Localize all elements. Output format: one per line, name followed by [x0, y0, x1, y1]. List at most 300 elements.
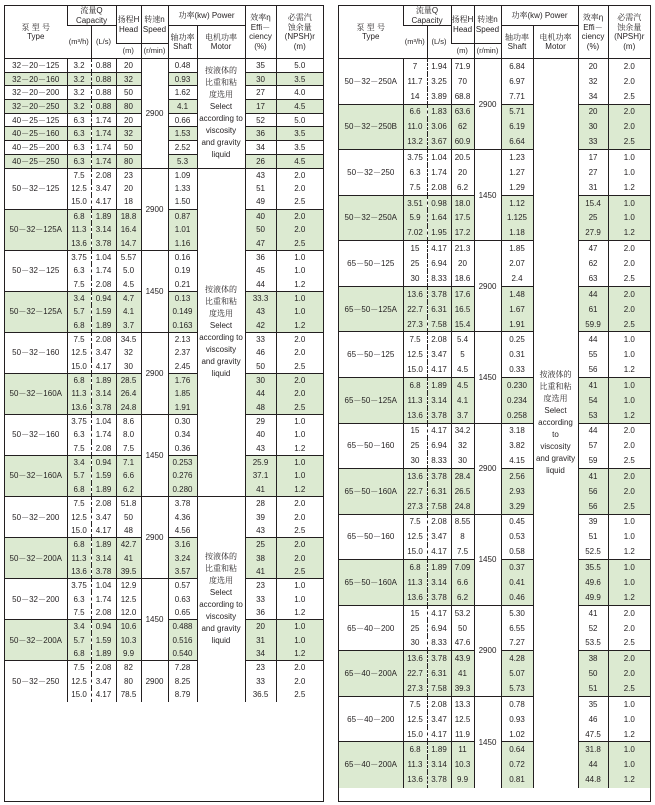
head-cell: 20 [116, 113, 141, 127]
capacity-m3h-cell: 7.5 [67, 661, 91, 675]
capacity-ls-cell: 1.89 [91, 483, 116, 497]
shaft-power-cell: 0.540 [168, 647, 197, 661]
efficiency-cell: 25 [245, 538, 276, 552]
capacity-m3h-cell: 11.3 [403, 757, 427, 772]
motor-power-header: 电机功率 Motor [197, 26, 245, 59]
shaft-power-cell: 1.67 [501, 302, 533, 317]
capacity-ls-cell: 1.89 [91, 209, 116, 223]
shaft-power-cell: 0.93 [168, 72, 197, 86]
capacity-ls-cell: 1.89 [91, 319, 116, 333]
pump-type-cell: 50－32－125 [5, 250, 67, 291]
shaft-power-cell: 0.72 [501, 757, 533, 772]
pump-type-cell: 50－32－160A [5, 373, 67, 414]
npsh-cell: 4.5 [276, 100, 323, 114]
shaft-power-cell: 8.25 [168, 674, 197, 688]
shaft-power-cell: 7.27 [501, 636, 533, 651]
shaft-power-cell: 1.27 [501, 165, 533, 180]
capacity-m3h-cell: 5.7 [67, 469, 91, 483]
capacity-ls-cell: 4.17 [427, 362, 451, 377]
shaft-power-cell: 3.24 [168, 551, 197, 565]
head-cell: 39.3 [451, 681, 474, 696]
head-cell: 8.6 [116, 414, 141, 428]
shaft-power-cell: 0.163 [168, 319, 197, 333]
capacity-ls-cell: 1.74 [91, 127, 116, 141]
motor-note-line: viscosity [205, 345, 237, 355]
npsh-cell: 2.0 [276, 674, 323, 688]
shaft-power-cell: 3.29 [501, 499, 533, 514]
head-cell: 60.9 [451, 134, 474, 149]
pump-type-cell: 65－50－125 [339, 332, 403, 378]
capacity-ls-cell: 0.98 [427, 195, 451, 210]
capacity-ls-cell: 3.47 [91, 674, 116, 688]
table-row [339, 514, 650, 529]
npsh-cell: 5.0 [276, 113, 323, 127]
capacity-ls-cell: 3.14 [91, 223, 116, 237]
capacity-m3h-cell: 7.5 [403, 514, 427, 529]
pump-type-cell: 50－32－200 [5, 497, 67, 538]
motor-note-line: 按液体的 [205, 285, 237, 295]
capacity-m3h-cell: 12.5 [403, 347, 427, 362]
efficiency-cell: 27 [245, 86, 276, 100]
capacity-ls-cell: 4.17 [91, 195, 116, 209]
capacity-ls-cell: 6.31 [427, 666, 451, 681]
efficiency-cell: 36 [245, 606, 276, 620]
pump-type-cell: 65－50－160A [339, 560, 403, 606]
capacity-header: 流量Q Capacity [67, 6, 116, 26]
capacity-m3h-cell: 15 [403, 605, 427, 620]
capacity-m3h-cell: 6.8 [67, 647, 91, 661]
capacity-m3h-cell: 13.6 [403, 286, 427, 301]
efficiency-cell: 44 [578, 423, 608, 438]
efficiency-cell: 44 [245, 278, 276, 292]
capacity-m3h-cell: 6.3 [67, 428, 91, 442]
capacity-ls-cell: 2.08 [91, 497, 116, 511]
efficiency-cell: 38 [245, 551, 276, 565]
pump-type-cell: 32－20－250 [5, 100, 67, 114]
capacity-ls-cell: 1.74 [91, 428, 116, 442]
head-cell: 5.0 [116, 264, 141, 278]
npsh-cell: 2.0 [608, 469, 650, 484]
efficiency-cell: 47 [245, 236, 276, 250]
npsh-cell: 1.0 [276, 579, 323, 593]
head-cell: 63.6 [451, 104, 474, 119]
shaft-power-cell: 6.84 [501, 59, 533, 74]
table-row [5, 250, 323, 264]
pump-type-cell: 40－25－160 [5, 127, 67, 141]
capacity-m3h-cell: 25 [403, 256, 427, 271]
capacity-m3h-cell: 12.5 [67, 674, 91, 688]
efficiency-cell: 54 [578, 393, 608, 408]
head-cell: 28.4 [451, 469, 474, 484]
shaft-power-cell: 4.56 [168, 524, 197, 538]
efficiency-cell: 59 [578, 453, 608, 468]
capacity-ls-cell: 3.78 [91, 401, 116, 415]
head-cell: 28.5 [116, 373, 141, 387]
shaft-power-cell: 2.13 [168, 332, 197, 346]
npsh-cell: 1.2 [608, 772, 650, 787]
capacity-ls-cell: 1.59 [91, 633, 116, 647]
efficiency-cell: 51 [245, 182, 276, 196]
motor-note-line: Select [209, 321, 233, 331]
shaft-power-cell: 6.55 [501, 620, 533, 635]
shaft-power-cell: 2.52 [168, 141, 197, 155]
head-cell: 4.5 [451, 377, 474, 392]
capacity-m3h-cell: 12.5 [403, 712, 427, 727]
capacity-ls-cell: 6.94 [427, 438, 451, 453]
npsh-cell: 2.0 [608, 241, 650, 256]
efficiency-cell: 30 [245, 72, 276, 86]
shaft-power-header: 轴功率 Shaft [501, 26, 533, 59]
shaft-power-cell: 3.18 [501, 423, 533, 438]
shaft-power-cell: 0.93 [501, 712, 533, 727]
efficiency-cell: 27.9 [578, 226, 608, 241]
head-cell: 34.2 [451, 423, 474, 438]
npsh-cell: 2.0 [608, 74, 650, 89]
motor-power-header: 电机功率 Motor [533, 26, 578, 59]
head-cell: 32 [116, 346, 141, 360]
capacity-m3h-cell: 7.5 [67, 278, 91, 292]
head-cell: 4.5 [116, 278, 141, 292]
head-cell: 32 [116, 127, 141, 141]
efficiency-cell: 50 [578, 666, 608, 681]
head-cell: 18.8 [116, 209, 141, 223]
pump-type-cell: 50－32－125A [5, 291, 67, 332]
npsh-cell: 2.0 [608, 605, 650, 620]
shaft-power-cell: 0.45 [501, 514, 533, 529]
capacity-ls-cell: 6.31 [427, 302, 451, 317]
head-cell: 6.6 [116, 469, 141, 483]
left-pump-table [5, 6, 323, 702]
efficiency-cell: 63 [578, 271, 608, 286]
speed-cell: 2900 [474, 59, 501, 150]
right-pump-table-panel [338, 5, 651, 802]
capacity-ls-cell: 3.78 [427, 408, 451, 423]
shaft-power-cell: 0.230 [501, 377, 533, 392]
head-cell: 8.0 [116, 428, 141, 442]
capacity-ls-cell: 2.08 [427, 180, 451, 195]
efficiency-cell: 26 [245, 154, 276, 168]
speed-cell: 1450 [141, 579, 168, 661]
shaft-power-cell: 7.71 [501, 89, 533, 104]
efficiency-cell: 30 [245, 373, 276, 387]
speed-cell: 2900 [474, 423, 501, 514]
head-cell: 26.5 [451, 484, 474, 499]
capacity-ls-cell: 1.89 [91, 373, 116, 387]
capacity-ls-cell: 1.59 [91, 305, 116, 319]
table-row [5, 332, 323, 346]
npsh-cell: 1.0 [276, 291, 323, 305]
motor-power-note-cell [197, 168, 245, 497]
shaft-power-cell: 2.4 [501, 271, 533, 286]
pump-type-cell: 65－50－125 [339, 241, 403, 287]
table-row [5, 168, 323, 182]
capacity-m3h-cell: 13.6 [67, 236, 91, 250]
efficiency-cell: 49.9 [578, 590, 608, 605]
head-cell: 17.2 [451, 226, 474, 241]
npsh-cell: 2.0 [276, 538, 323, 552]
head-cell: 13.3 [451, 696, 474, 711]
capacity-ls-cell: 3.47 [91, 346, 116, 360]
capacity-m3h-cell: 22.7 [403, 666, 427, 681]
efficiency-cell: 33 [578, 134, 608, 149]
capacity-ls-cell: 1.04 [91, 414, 116, 428]
pump-type-cell: 65－40－200A [339, 742, 403, 788]
npsh-cell: 2.0 [276, 332, 323, 346]
npsh-cell: 1.0 [608, 742, 650, 757]
capacity-m3h-cell: 7 [403, 59, 427, 74]
capacity-m3h-cell: 6.8 [67, 209, 91, 223]
speed-cell: 2900 [141, 497, 168, 579]
capacity-m3h-cell: 30 [403, 453, 427, 468]
shaft-power-cell: 4.36 [168, 510, 197, 524]
capacity-m3h-cell: 6.8 [67, 538, 91, 552]
shaft-power-cell: 2.07 [501, 256, 533, 271]
speed-cell: 1450 [474, 332, 501, 423]
shaft-power-cell: 0.31 [501, 347, 533, 362]
capacity-m3h-cell: 7.5 [403, 696, 427, 711]
motor-note-line: 按液体的 [205, 552, 237, 562]
capacity-ls-cell: 1.94 [427, 59, 451, 74]
shaft-power-cell: 2.45 [168, 360, 197, 374]
shaft-power-cell: 0.33 [501, 362, 533, 377]
shaft-power-cell: 0.58 [501, 545, 533, 560]
efficiency-cell: 46 [578, 712, 608, 727]
npsh-cell: 1.0 [608, 514, 650, 529]
npsh-header: 必需汽 蚀余量 (NPSH)r (m) [608, 6, 650, 59]
motor-note-line: liquid [211, 636, 231, 646]
motor-note-line: liquid [546, 466, 565, 476]
speed-cell: 2900 [141, 332, 168, 414]
head-cell: 7.5 [116, 442, 141, 456]
head-cell: 71.9 [451, 59, 474, 74]
capacity-ls-cell: 3.78 [427, 469, 451, 484]
capacity-m3h-cell: 6.3 [403, 165, 427, 180]
capacity-m3h-cell: 15 [403, 423, 427, 438]
npsh-cell: 2.5 [276, 688, 323, 702]
capacity-m3h-cell: 12.5 [67, 182, 91, 196]
npsh-cell: 2.0 [608, 256, 650, 271]
npsh-cell: 2.0 [608, 423, 650, 438]
shaft-power-cell: 1.18 [501, 226, 533, 241]
efficiency-cell: 51 [578, 681, 608, 696]
capacity-ls-cell: 1.64 [427, 210, 451, 225]
capacity-ls-cell: 1.04 [427, 150, 451, 165]
head-cell: 7.5 [451, 545, 474, 560]
npsh-cell: 1.0 [276, 620, 323, 634]
capacity-m3h-cell: 11.3 [403, 393, 427, 408]
efficiency-cell: 15.4 [578, 195, 608, 210]
npsh-cell: 1.0 [276, 633, 323, 647]
efficiency-cell: 41 [578, 605, 608, 620]
npsh-cell: 1.2 [608, 727, 650, 742]
pump-type-cell: 50－32－200A [5, 620, 67, 661]
efficiency-cell: 40 [245, 209, 276, 223]
npsh-cell: 2.5 [608, 681, 650, 696]
head-cell: 80 [116, 154, 141, 168]
pump-type-cell: 50－32－125 [5, 168, 67, 209]
speed-cell: 2900 [474, 605, 501, 696]
head-cell: 5 [451, 347, 474, 362]
npsh-cell: 1.0 [608, 712, 650, 727]
efficiency-cell: 59.9 [578, 317, 608, 332]
head-cell: 6.2 [451, 590, 474, 605]
efficiency-cell: 49.6 [578, 575, 608, 590]
capacity-ls-header: (L/s) [427, 26, 451, 59]
efficiency-cell: 31.8 [578, 742, 608, 757]
shaft-power-cell: 2.93 [501, 484, 533, 499]
efficiency-cell: 38 [578, 651, 608, 666]
efficiency-cell: 51 [578, 529, 608, 544]
head-cell: 7.09 [451, 560, 474, 575]
motor-note-line: according to [199, 114, 243, 124]
npsh-cell: 2.0 [276, 168, 323, 182]
capacity-ls-cell: 3.78 [427, 772, 451, 787]
capacity-m3h-cell: 7.5 [403, 180, 427, 195]
capacity-ls-cell: 3.14 [427, 757, 451, 772]
capacity-ls-cell: 4.17 [91, 360, 116, 374]
head-cell: 14.7 [116, 236, 141, 250]
efficiency-cell: 27 [578, 165, 608, 180]
capacity-ls-cell: 7.58 [427, 681, 451, 696]
efficiency-cell: 34 [578, 89, 608, 104]
pump-type-cell: 50－32－200 [5, 579, 67, 620]
capacity-m3h-cell: 12.5 [403, 529, 427, 544]
shaft-power-cell: 1.85 [501, 241, 533, 256]
shaft-power-cell: 5.71 [501, 104, 533, 119]
pump-type-cell: 32－20－200 [5, 86, 67, 100]
capacity-m3h-cell: 6.8 [67, 483, 91, 497]
capacity-m3h-cell: 22.7 [403, 484, 427, 499]
capacity-m3h-cell: 13.6 [67, 565, 91, 579]
capacity-m3h-header: (m³/h) [403, 26, 427, 59]
capacity-m3h-cell: 7.5 [67, 168, 91, 182]
npsh-cell: 1.2 [608, 180, 650, 195]
table-row [5, 59, 323, 73]
motor-note-line: viscosity [540, 442, 571, 452]
head-unit-header: (m) [116, 44, 141, 59]
npsh-cell: 1.2 [276, 319, 323, 333]
pump-type-cell: 65－40－200A [339, 651, 403, 697]
head-cell: 82 [116, 661, 141, 675]
efficiency-cell: 17 [578, 150, 608, 165]
capacity-m3h-cell: 25 [403, 620, 427, 635]
pump-type-cell: 65－50－125A [339, 377, 403, 423]
capacity-m3h-cell: 3.75 [403, 150, 427, 165]
efficiency-cell: 36.5 [245, 688, 276, 702]
capacity-m3h-cell: 11.3 [67, 223, 91, 237]
capacity-ls-cell: 7.58 [427, 499, 451, 514]
npsh-cell: 2.5 [608, 134, 650, 149]
npsh-cell: 5.0 [276, 59, 323, 73]
left-table-body [5, 59, 323, 702]
head-cell: 18.0 [451, 195, 474, 210]
motor-note-line: and gravity [535, 454, 576, 464]
shaft-power-cell: 1.23 [501, 150, 533, 165]
capacity-m3h-cell: 30 [403, 271, 427, 286]
head-cell: 51.8 [116, 497, 141, 511]
capacity-m3h-cell: 11.3 [67, 387, 91, 401]
npsh-cell: 1.2 [608, 408, 650, 423]
head-cell: 32 [451, 438, 474, 453]
head-cell: 24.8 [116, 401, 141, 415]
npsh-cell: 1.0 [608, 696, 650, 711]
pump-type-cell: 50－32－250B [339, 104, 403, 150]
shaft-power-cell: 5.07 [501, 666, 533, 681]
efficiency-cell: 39 [578, 514, 608, 529]
efficiency-cell: 56 [578, 499, 608, 514]
head-cell: 9.9 [451, 772, 474, 787]
shaft-power-cell: 1.09 [168, 168, 197, 182]
capacity-m3h-cell: 27.3 [403, 499, 427, 514]
capacity-m3h-cell: 3.75 [67, 250, 91, 264]
head-cell: 4.1 [116, 305, 141, 319]
capacity-ls-cell: 3.67 [427, 134, 451, 149]
npsh-cell: 1.0 [276, 469, 323, 483]
efficiency-cell: 41 [245, 483, 276, 497]
capacity-ls-cell: 3.14 [91, 551, 116, 565]
capacity-m3h-cell: 3.2 [67, 86, 91, 100]
head-cell: 50 [451, 620, 474, 635]
efficiency-cell: 43 [245, 168, 276, 182]
capacity-ls-cell: 3.14 [91, 387, 116, 401]
capacity-m3h-cell: 27.3 [403, 317, 427, 332]
efficiency-cell: 42 [245, 319, 276, 333]
capacity-ls-cell: 3.47 [427, 347, 451, 362]
head-cell: 20 [451, 256, 474, 271]
npsh-cell: 1.0 [276, 592, 323, 606]
pump-type-cell: 40－25－200 [5, 141, 67, 155]
motor-note-line: viscosity [205, 612, 237, 622]
npsh-cell: 1.2 [276, 483, 323, 497]
shaft-power-cell: 1.53 [168, 127, 197, 141]
capacity-ls-cell: 2.08 [91, 168, 116, 182]
npsh-cell: 1.0 [608, 195, 650, 210]
shaft-power-cell: 0.30 [168, 414, 197, 428]
shaft-power-cell: 5.30 [501, 605, 533, 620]
efficiency-cell: 36 [245, 250, 276, 264]
npsh-cell: 1.0 [608, 560, 650, 575]
efficiency-cell: 49 [245, 195, 276, 209]
shaft-power-cell: 0.41 [501, 575, 533, 590]
head-cell: 9.9 [116, 647, 141, 661]
head-cell: 50 [116, 141, 141, 155]
speed-cell: 2900 [141, 661, 168, 702]
capacity-ls-cell: 6.94 [427, 620, 451, 635]
capacity-ls-cell: 4.17 [427, 727, 451, 742]
capacity-ls-cell: 4.17 [427, 605, 451, 620]
efficiency-cell: 25 [578, 210, 608, 225]
efficiency-cell: 20 [578, 104, 608, 119]
head-cell: 15.4 [451, 317, 474, 332]
capacity-ls-cell: 3.78 [91, 236, 116, 250]
speed-cell: 2900 [141, 59, 168, 169]
table-row [339, 696, 650, 711]
shaft-power-cell: 1.125 [501, 210, 533, 225]
speed-unit-header: (r/min) [141, 44, 168, 59]
table-row [339, 59, 650, 74]
speed-header: 转速n Speed [474, 6, 501, 44]
pump-type-cell: 65－50－125A [339, 286, 403, 332]
shaft-power-cell: 0.19 [168, 264, 197, 278]
efficiency-cell: 44.8 [578, 772, 608, 787]
npsh-cell: 2.0 [276, 182, 323, 196]
shaft-power-cell: 5.3 [168, 154, 197, 168]
head-cell: 20.5 [451, 150, 474, 165]
npsh-cell: 2.0 [608, 438, 650, 453]
shaft-power-cell: 1.76 [168, 373, 197, 387]
efficiency-cell: 29 [245, 414, 276, 428]
capacity-m3h-cell: 6.3 [67, 592, 91, 606]
